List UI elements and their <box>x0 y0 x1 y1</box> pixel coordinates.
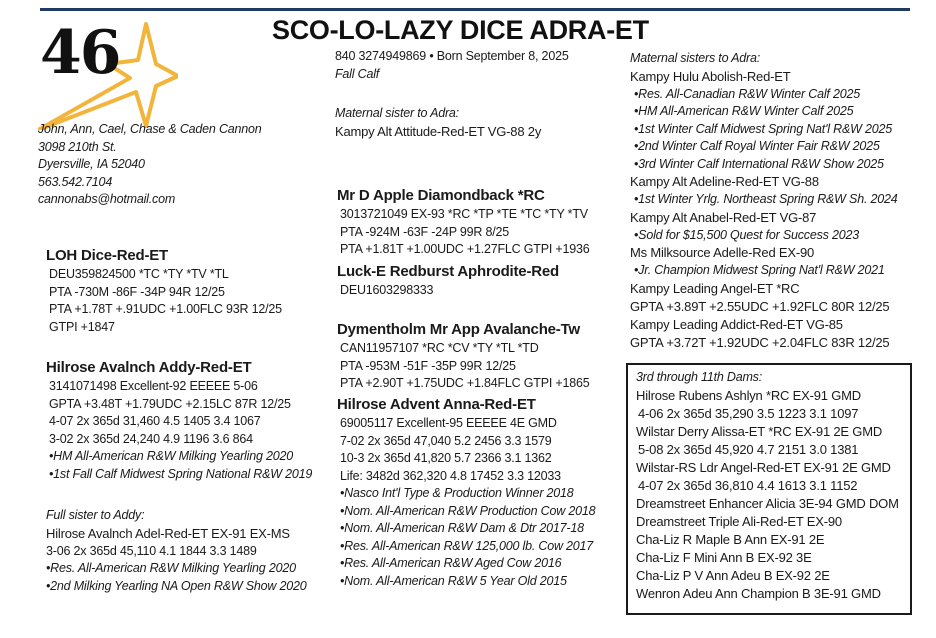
dam-lineage-line: Wenron Adeu Ann Champion B 3E-91 GMD <box>636 585 881 601</box>
animal-id-block <box>335 48 569 83</box>
dam-lineage-line: Hilrose Rubens Ashlyn *RC EX-91 GMD <box>636 387 861 403</box>
pgd-note: •Nom. All-American R&W 5 Year Old 2015 <box>340 573 567 588</box>
dam-line: 3141071498 Excellent-92 EEEEE 5-06 <box>49 379 258 393</box>
animal-title: SCO-LO-LAZY DICE ADRA-ET <box>272 15 649 45</box>
pgs-name: Dymentholm Mr App Avalanche-Tw <box>337 321 580 338</box>
dam-lineage-line: Cha-Liz R Maple B Ann EX-91 2E <box>636 531 825 547</box>
full-sister-note: •Res. All-American R&W Milking Yearling 2020 <box>46 561 296 575</box>
maternal-sister-note: •1st Winter Yrlg. Northeast Spring R&W Sh. 2024 <box>634 192 898 206</box>
dam-note: •1st Fall Calf Midwest Spring National R&W 2019 <box>49 466 313 481</box>
dam-lineage-line: 4-06 2x 365d 35,290 3.5 1223 3.1 1097 <box>638 405 859 421</box>
dam-line: GPTA +3.48T +1.79UDC +2.15LC 87R 12/25 <box>49 396 291 411</box>
maternal-sister-note: •1st Winter Calf Midwest Spring Nat'l R&W 2025 <box>634 121 892 136</box>
maternal-sister-entry: Kampy Leading Angel-ET *RC <box>630 280 800 296</box>
pgd-record: 7-02 2x 365d 47,040 5.2 2456 3.3 1579 <box>340 433 552 448</box>
dam-lineage-line: Cha-Liz P V Ann Adeu B EX-92 2E <box>636 567 830 583</box>
pgs-line: PTA +2.90T +1.75UDC +1.84FLC GTPI +1865 <box>340 376 590 390</box>
pgd-note: •Res. All-American R&W Aged Cow 2016 <box>340 556 562 570</box>
full-sister-name: Hilrose Avalnch Adel-Red-ET EX-91 EX-MS <box>46 525 290 541</box>
lot-number: 46 <box>40 18 120 88</box>
pgd-line: 69005117 Excellent-95 EEEEE 4E GMD <box>340 416 557 430</box>
mgd-line: DEU1603298333 <box>340 283 434 297</box>
sire-line: DEU359824500 *TC *TY *TV *TL <box>49 267 229 281</box>
full-sister-label: Full sister to Addy: <box>46 508 145 522</box>
pgd-lifetime: Life: 3482d 362,320 4.8 17452 3.3 12033 <box>340 468 561 483</box>
mgs-line: 3013721049 EX-93 *RC *TP *TE *TC *TY *TV <box>340 207 588 221</box>
dam-name: Hilrose Avalnch Addy-Red-ET <box>46 359 252 376</box>
maternal-sister-entry: GPTA +3.89T +2.55UDC +1.92FLC 80R 12/25 <box>630 298 890 314</box>
maternal-sister-note: •HM All-American R&W Winter Calf 2025 <box>634 104 854 118</box>
dam-lineage-line: Dreamstreet Enhancer Alicia 3E-94 GMD DOM <box>636 495 899 511</box>
dams-list <box>636 387 910 603</box>
pgs-line: CAN11957107 *RC *CV *TY *TL *TD <box>340 341 539 355</box>
dam-lineage-line: 5-08 2x 365d 45,920 4.7 2151 3.0 1381 <box>638 441 859 457</box>
pgs-block <box>337 320 590 393</box>
show-category: Fall Calf <box>335 66 380 81</box>
pgd-block <box>337 395 595 590</box>
maternal-sister-entry: Kampy Hulu Abolish-Red-ET <box>630 68 791 84</box>
pgd-note: •Nasco Int'l Type & Production Winner 2018 <box>340 486 574 500</box>
dams-box <box>626 363 912 615</box>
dam-lineage-line: Dreamstreet Triple Ali-Red-ET EX-90 <box>636 513 842 529</box>
dam-record: 4-07 2x 365d 31,460 4.5 1405 3.4 1067 <box>49 414 261 428</box>
mgs-line: PTA +1.81T +1.00UDC +1.27FLC GTPI +1936 <box>340 242 590 256</box>
consignor-street: 3098 210th St. <box>38 139 117 154</box>
pgd-name: Hilrose Advent Anna-Red-ET <box>337 396 536 413</box>
maternal-sister-entry: Kampy Leading Addict-Red-ET VG-85 <box>630 316 843 332</box>
mgs-block <box>337 186 590 259</box>
dam-lineage-line: 4-07 2x 365d 36,810 4.4 1613 3.1 1152 <box>638 477 858 493</box>
maternal-sister-note: •3rd Winter Calf International R&W Show 2025 <box>634 156 884 171</box>
consignor-phone: 563.542.7104 <box>38 174 113 189</box>
pgd-note: •Res. All-American R&W 125,000 lb. Cow 2017 <box>340 538 594 553</box>
maternal-sister-entry: Ms Milksource Adelle-Red EX-90 <box>630 245 815 260</box>
sire-line: PTA -730M -86F -34P 94R 12/25 <box>49 284 225 299</box>
sire-line: GTPI +1847 <box>49 319 115 334</box>
dam-lineage-line: Wilstar Derry Alissa-ET *RC EX-91 2E GMD <box>636 423 883 439</box>
sire-name: LOH Dice-Red-ET <box>46 247 169 264</box>
maternal-sister-label: Maternal sister to Adra: <box>335 106 459 120</box>
mgd-name: Luck-E Redburst Aphrodite-Red <box>337 263 559 280</box>
maternal-sister-note: •2nd Winter Calf Royal Winter Fair R&W 2025 <box>634 139 880 153</box>
full-sister-block <box>46 507 307 595</box>
consignor-email: cannonabs@hotmail.com <box>38 192 176 206</box>
maternal-sister-note: •Sold for $15,500 Quest for Success 2023 <box>634 227 859 242</box>
dam-lineage-line: Cha-Liz F Mini Ann B EX-92 3E <box>636 549 812 565</box>
full-sister-note: •2nd Milking Yearling NA Open R&W Show 2020 <box>46 578 307 593</box>
maternal-sister-entry: Kampy Alt Adeline-Red-ET VG-88 <box>630 174 819 189</box>
sire-block <box>46 246 282 336</box>
dam-block <box>46 358 312 483</box>
dam-record: 3-02 2x 365d 24,240 4.9 1196 3.6 864 <box>49 431 253 446</box>
maternal-sister-note: •Res. All-Canadian R&W Winter Calf 2025 <box>634 86 860 101</box>
mgs-line: PTA -924M -63F -24P 99R 8/25 <box>340 224 510 239</box>
pgd-note: •Nom. All-American R&W Dam & Dtr 2017-18 <box>340 521 584 535</box>
dam-lineage-line: Wilstar-RS Ldr Angel-Red-ET EX-91 2E GMD <box>636 459 891 475</box>
dams-box-label: 3rd through 11th Dams: <box>636 370 762 384</box>
maternal-sister-entry: GPTA +3.72T +1.92UDC +2.04FLC 83R 12/25 <box>630 334 890 350</box>
consignor-city: Dyersville, IA 52040 <box>38 157 145 171</box>
pgs-line: PTA -953M -51F -35P 99R 12/25 <box>340 358 516 373</box>
maternal-sister-entry: Kampy Alt Anabel-Red-ET VG-87 <box>630 209 817 225</box>
mgd-block <box>337 262 559 300</box>
mgs-name: Mr D Apple Diamondback *RC <box>337 187 545 204</box>
registration-birth: 840 3274949869 • Born September 8, 2025 <box>335 49 569 63</box>
maternal-sisters-list <box>630 68 898 352</box>
consignor-names: John, Ann, Cael, Chase & Caden Cannon <box>38 122 262 136</box>
maternal-sister-name: Kampy Alt Attitude-Red-ET VG-88 2y <box>335 123 542 139</box>
maternal-sisters-block <box>630 50 898 352</box>
dam-note: •HM All-American R&W Milking Yearling 2020 <box>49 449 293 463</box>
maternal-sister-note: •Jr. Champion Midwest Spring Nat'l R&W 2021 <box>634 263 885 277</box>
header-rule <box>40 8 910 11</box>
maternal-sister-block <box>335 105 541 141</box>
pgd-note: •Nom. All-American R&W Production Cow 2018 <box>340 503 596 518</box>
pgd-record: 10-3 2x 365d 41,820 5.7 2366 3.1 1362 <box>340 451 552 465</box>
sire-line: PTA +1.78T +.91UDC +1.00FLC 93R 12/25 <box>49 302 282 316</box>
maternal-sisters-label: Maternal sisters to Adra: <box>630 51 761 65</box>
consignor-info <box>38 121 262 209</box>
full-sister-record: 3-06 2x 365d 45,110 4.1 1844 3.3 1489 <box>46 543 257 558</box>
